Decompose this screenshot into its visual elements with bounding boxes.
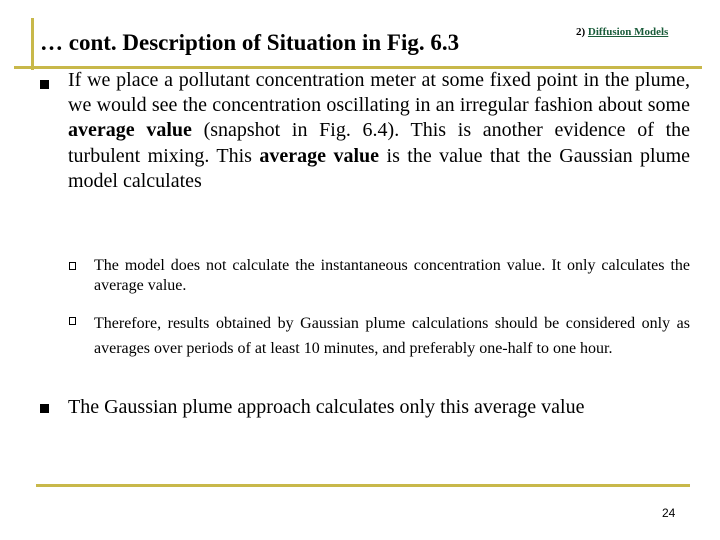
- footer-line: [36, 484, 690, 487]
- bullet-paragraph-2: The Gaussian plume approach calculates only this average value: [68, 396, 585, 418]
- bold-term: average value: [68, 119, 192, 142]
- sub-bullet-paragraph-1: The model does not calculate the instantaneous concentration value. It only calculates the average value.: [94, 257, 690, 294]
- hollow-square-bullet-icon: [69, 262, 76, 270]
- bold-term: average value: [259, 144, 380, 167]
- section-number: 2): [576, 26, 586, 38]
- page-number: 24: [662, 506, 676, 520]
- section-header: [576, 26, 668, 38]
- square-bullet-icon: [40, 80, 49, 89]
- bullet-paragraph-1: If we place a pollutant concentration meter at some fixed point in the plume, we would see the concentration oscillating in an irregular fashion about some average value (snapshot in Fig. 6.4). This is another evidence of the turbulent mixing. This average value is the value that the Gaussian plume model calculates: [68, 69, 691, 192]
- slide-title: … cont. Description of Situation in Fig. 6.3: [40, 30, 460, 55]
- diffusion-models-link[interactable]: Diffusion Models: [587, 26, 669, 38]
- square-bullet-icon: [40, 404, 49, 413]
- sub-bullet-paragraph-2: Therefore, results obtained by Gaussian plume calculations should be considered only as averages over periods of at least 10 minutes, and preferably one-half to one hour.: [94, 315, 690, 357]
- hollow-square-bullet-icon: [69, 317, 76, 325]
- title-accent-vertical-line: [31, 18, 34, 70]
